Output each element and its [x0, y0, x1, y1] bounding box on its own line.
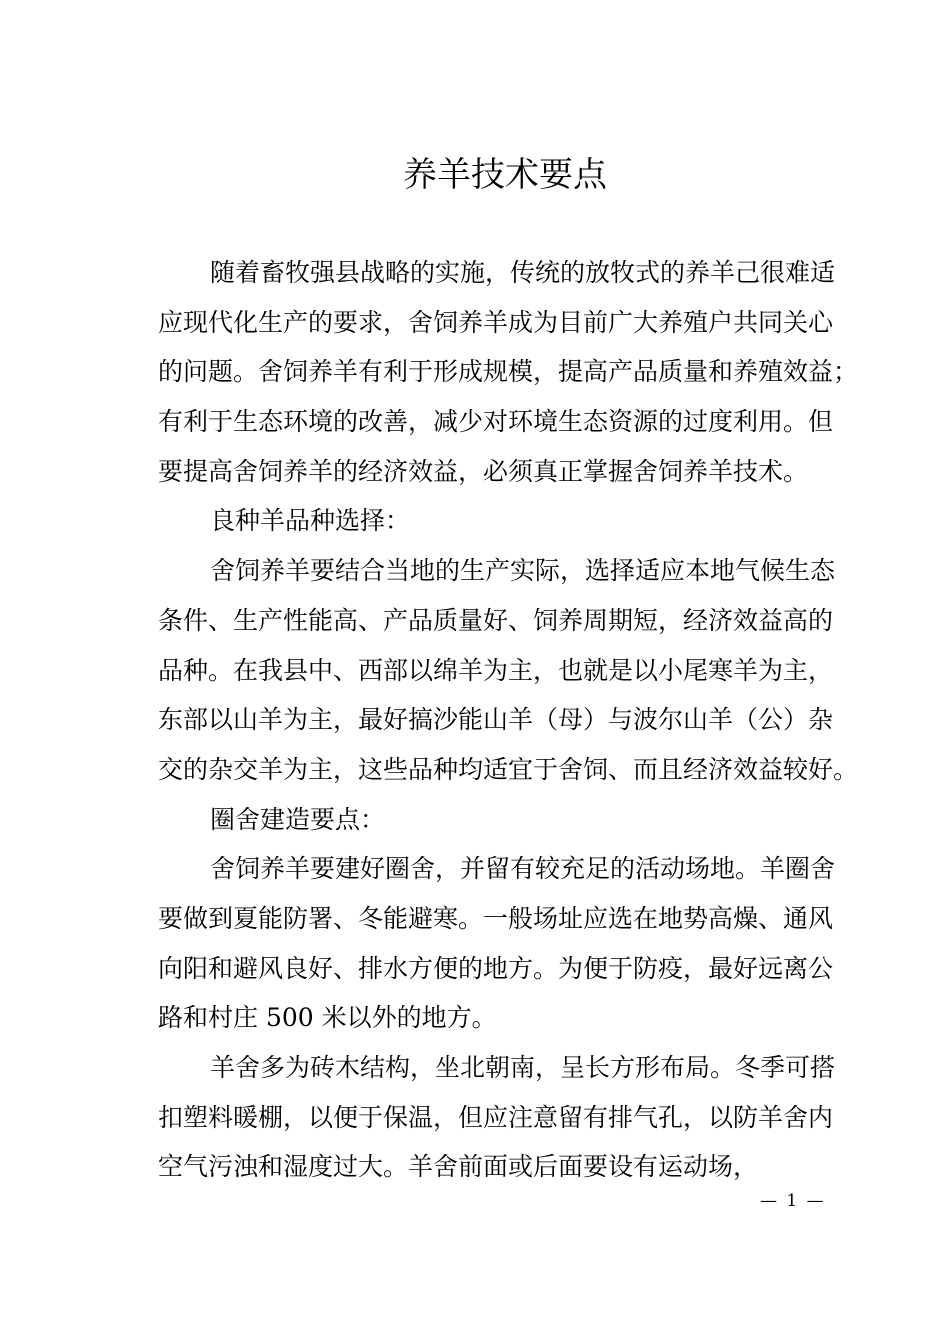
text-line: 扣塑料暖棚，以便于保温，但应注意留有排气孔，以防羊舍内: [158, 1102, 834, 1132]
document-title: 养羊技术要点: [403, 155, 607, 195]
text-line: 要做到夏能防署、冬能避寒。一般场址应选在地势高燥、通风: [158, 903, 834, 933]
text-line: 的问题。舍饲养羊有利于形成规模，提高产品质量和养殖效益；: [158, 357, 859, 387]
page-number: — 1 —: [760, 1191, 826, 1211]
text-line: 舍饲养羊要结合当地的生产实际，选择适应本地气候生态: [210, 556, 836, 586]
text-line: 随着畜牧强县战略的实施，传统的放牧式的养羊己很难适: [210, 258, 836, 287]
document-body: [158, 248, 858, 1192]
section-heading-pen-construction: 圈舍建造要点：: [210, 804, 386, 834]
text-line: 应现代化生产的要求，舍饲养羊成为目前广大养殖户共同关心: [158, 307, 834, 337]
text-line: 交的杂交羊为主，这些品种均适宜于舍饲、而且经济效益较好。: [158, 754, 859, 784]
text-line: 羊舍多为砖木结构，坐北朝南，呈长方形布局。冬季可搭: [210, 1053, 836, 1082]
text-line: 东部以山羊为主，最好搞沙能山羊（母）与波尔山羊（公）杂: [158, 705, 834, 735]
text-line: 空气污浊和湿度过大。羊舍前面或后面要设有运动场，: [158, 1152, 759, 1182]
text-line: 向阳和避风良好、排水方便的地方。为便于防疫，最好远离公: [158, 953, 834, 983]
text-line: 路和村庄 500 米以外的地方。: [158, 1003, 497, 1033]
text-line: 品种。在我县中、西部以绵羊为主，也就是以小尾寒羊为主，: [158, 655, 834, 685]
text-line: 要提高舍饲养羊的经济效益，必须真正掌握舍饲养羊技术。: [158, 456, 809, 486]
text-line: 舍饲养羊要建好圈舍，并留有较充足的活动场地。羊圈舍: [210, 854, 836, 884]
text-line: 有利于生态环境的改善，减少对环境生态资源的过度利用。但: [158, 407, 834, 437]
text-line: 条件、生产性能高、产品质量好、饲养周期短，经济效益高的: [158, 605, 834, 635]
section-heading-breed-selection: 良种羊品种选择：: [210, 506, 411, 536]
